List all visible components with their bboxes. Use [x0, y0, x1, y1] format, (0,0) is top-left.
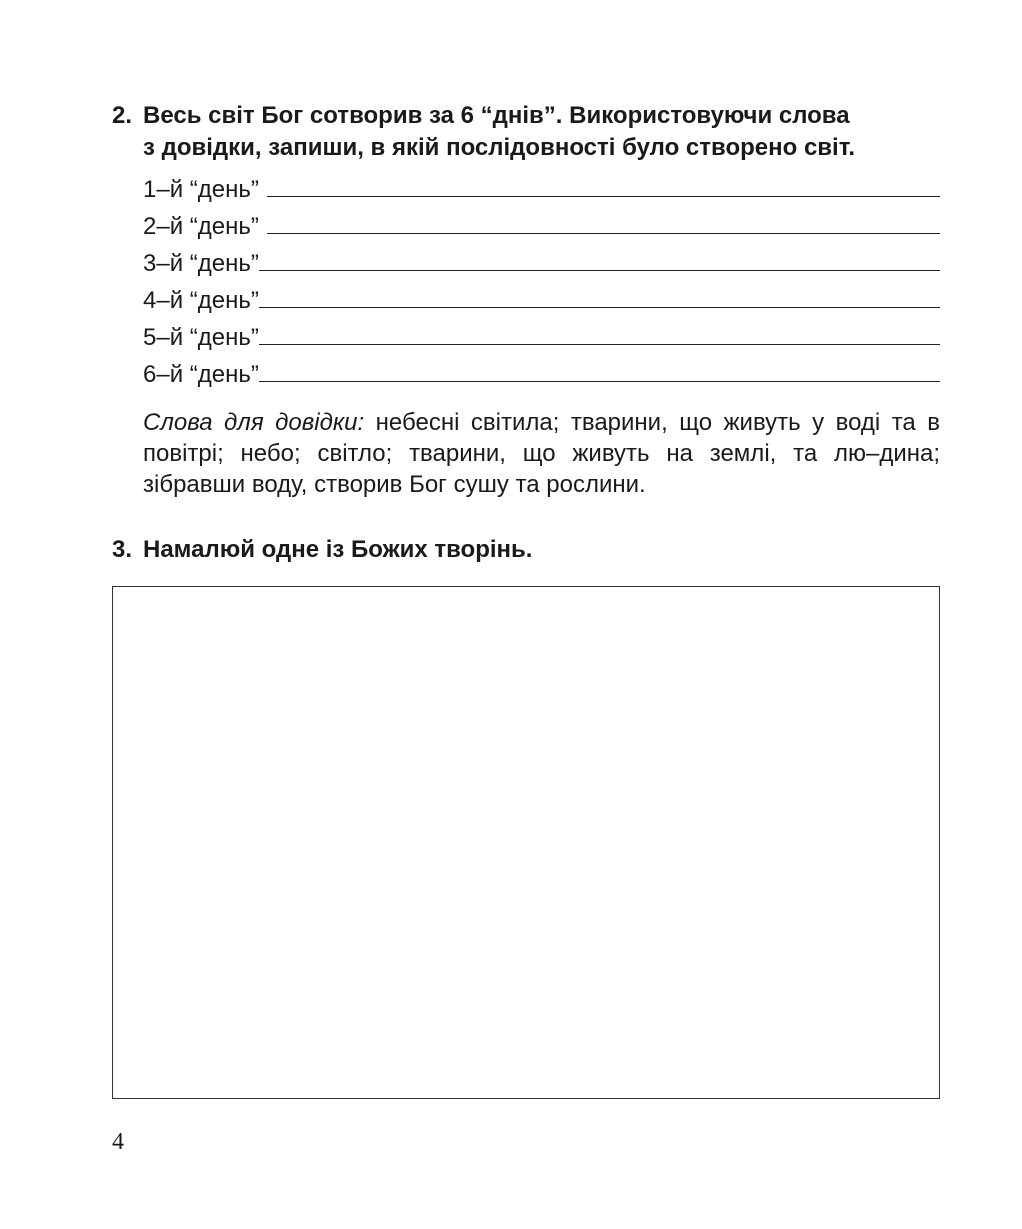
day-row [143, 167, 940, 204]
answer-line[interactable] [267, 233, 940, 234]
day-label: 1–й “день” [143, 176, 259, 203]
task-2-title [112, 100, 940, 164]
drawing-box[interactable] [112, 586, 940, 1099]
day-row [143, 315, 940, 352]
day-row [143, 352, 940, 389]
answer-line[interactable] [259, 307, 940, 308]
task-3 [112, 534, 940, 566]
answer-line[interactable] [259, 381, 940, 382]
task-3-title [112, 534, 940, 566]
answer-line[interactable] [259, 270, 940, 271]
answer-line[interactable] [259, 344, 940, 345]
hint-label: Слова для довідки: [143, 409, 365, 436]
answer-line[interactable] [267, 196, 940, 197]
task-2-title-line-2: з довідки, запиши, в якій послідовності було створено світ. [143, 134, 856, 161]
day-label: 6–й “день” [143, 361, 259, 388]
day-row [143, 204, 940, 241]
task-3-title-text: Намалюй одне із Божих творінь. [143, 536, 533, 563]
day-row [143, 278, 940, 315]
day-row [143, 241, 940, 278]
day-label: 2–й “день” [143, 213, 259, 240]
day-label: 4–й “день” [143, 287, 259, 314]
task-2-number: 2. [112, 102, 133, 129]
day-label: 3–й “день” [143, 250, 259, 277]
page-number: 4 [112, 1129, 124, 1155]
task-2 [112, 100, 940, 524]
task-3-number: 3. [112, 536, 133, 563]
days-list [112, 167, 940, 389]
hint-paragraph [112, 407, 940, 500]
task-2-title-line-1: Весь світ Бог сотворив за 6 “днів”. Використовуючи слова [143, 102, 850, 129]
hint-text: небесні світила; тварини, що живуть у воді та в повітрі; небо; світло; тварини, що живуть на землі, та лю–дина; зібравши воду, створив Бог сушу та рослини. [143, 409, 940, 498]
day-label: 5–й “день” [143, 324, 259, 351]
